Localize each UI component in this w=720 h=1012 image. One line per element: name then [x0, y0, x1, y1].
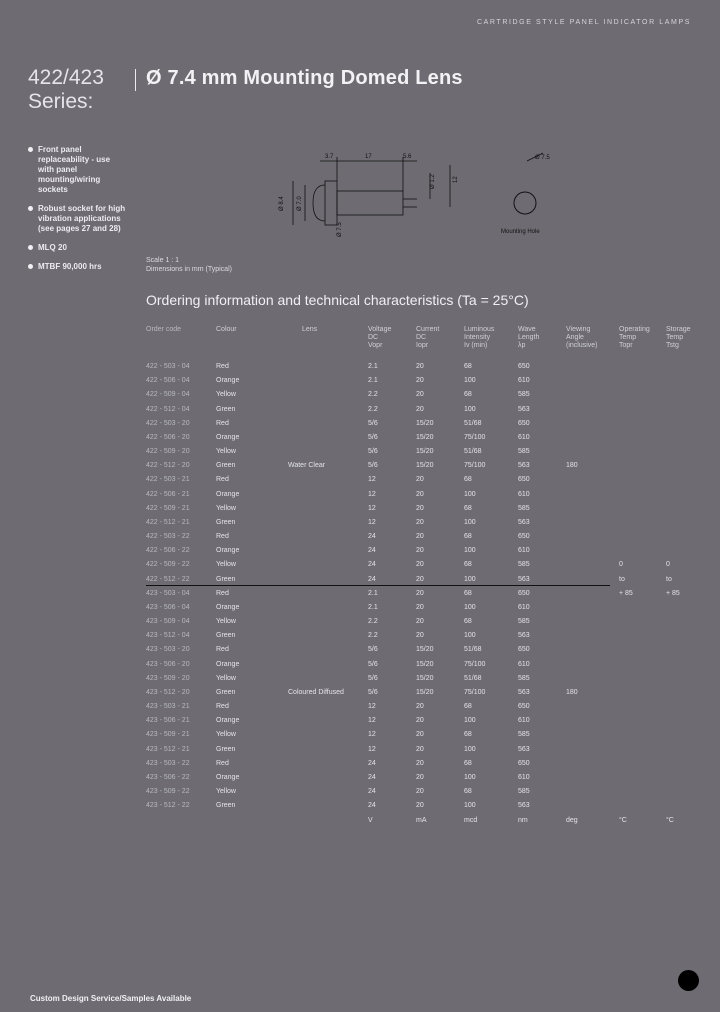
cell-lens: Coloured Diffused — [288, 688, 344, 696]
cell-v: 12 — [368, 703, 376, 711]
mounting-hole-label: Mounting Hole — [501, 229, 540, 235]
cell-code: 422 - 512 - 22 — [146, 575, 190, 583]
cell-colour: Yellow — [216, 674, 236, 682]
dim-label: Ø 7.5 — [337, 222, 343, 237]
cell-code: 423 - 506 - 04 — [146, 603, 190, 611]
table-row — [146, 658, 706, 672]
cell-v: 24 — [368, 802, 376, 810]
series-label — [28, 66, 104, 114]
table-row — [146, 601, 706, 615]
cell-v: 5/6 — [368, 660, 378, 668]
cell-wave: 563 — [518, 518, 530, 526]
table-row — [146, 615, 706, 629]
cell-wave: 585 — [518, 618, 530, 626]
cell-v: 2.2 — [368, 632, 378, 640]
cell-colour: Green — [216, 745, 236, 753]
cell-lum: 100 — [464, 773, 476, 781]
table-row — [146, 643, 706, 657]
cell-i: 20 — [416, 391, 424, 399]
cell-colour: Red — [216, 363, 229, 370]
cell-i: 20 — [416, 703, 424, 711]
col-header: Lens — [302, 326, 318, 333]
cell-angle: 180 — [566, 462, 578, 470]
cell-colour: Orange — [216, 433, 240, 441]
cell-colour: Red — [216, 419, 229, 427]
cell-i: 20 — [416, 363, 424, 370]
cell-i: 15/20 — [416, 660, 434, 668]
cell-i: 20 — [416, 731, 424, 739]
cell-colour: Yellow — [216, 391, 236, 399]
cell-i: 20 — [416, 717, 424, 725]
cell-colour: Red — [216, 476, 229, 484]
cell-code: 422 - 503 - 21 — [146, 476, 190, 484]
cell-code: 423 - 509 - 22 — [146, 788, 190, 796]
cell-i: 20 — [416, 632, 424, 640]
section-title: Ordering information and technical characteristics (Ta = 25°C) — [146, 292, 529, 308]
cell-i: 15/20 — [416, 419, 434, 427]
cell-wave: 650 — [518, 759, 530, 767]
cell-wave: 650 — [518, 646, 530, 654]
cell-lum: 68 — [464, 533, 472, 541]
cell-colour: Green — [216, 802, 236, 810]
col-header: Wave Length λp — [518, 326, 540, 349]
cell-v: 2.1 — [368, 589, 378, 597]
table-row — [146, 488, 706, 502]
table-row — [146, 473, 706, 487]
cell-wave: 563 — [518, 575, 530, 583]
cell-angle: 180 — [566, 688, 578, 696]
cell-i: 20 — [416, 547, 424, 555]
table-row — [146, 388, 706, 402]
cell-v: 24 — [368, 547, 376, 555]
col-header: Colour — [216, 326, 237, 333]
cell-v: 24 — [368, 533, 376, 541]
cell-i: 20 — [416, 603, 424, 611]
cell-lum: 100 — [464, 717, 476, 725]
cell-colour: Red — [216, 533, 229, 541]
cell-st: + 85 — [666, 589, 680, 597]
cell-colour: Green — [216, 405, 236, 413]
cell-i: 20 — [416, 589, 424, 597]
series-word: Series: — [28, 90, 94, 113]
cell-wave: 610 — [518, 547, 530, 555]
cell-lum: 51/68 — [464, 646, 482, 654]
cell-i: 20 — [416, 575, 424, 583]
cell-wave: 585 — [518, 788, 530, 796]
table-row — [146, 799, 706, 813]
cell-st: 0 — [666, 561, 670, 569]
dim-label: Ø 1.2 — [430, 174, 436, 189]
cell-v: 2.2 — [368, 405, 378, 413]
cell-i: 20 — [416, 533, 424, 541]
cell-code: 423 - 512 - 20 — [146, 688, 190, 696]
dim-label: 12 — [453, 176, 459, 183]
cell-v: 24 — [368, 561, 376, 569]
cell-lum: 100 — [464, 377, 476, 385]
table-row — [146, 417, 706, 431]
cell-lum: 51/68 — [464, 448, 482, 456]
cell-colour: Yellow — [216, 618, 236, 626]
cell-i: 15/20 — [416, 674, 434, 682]
cell-i: 20 — [416, 773, 424, 781]
cell-v: 5/6 — [368, 419, 378, 427]
cell-wave: 585 — [518, 731, 530, 739]
cell-code: 423 - 503 - 21 — [146, 703, 190, 711]
cell-lum: 100 — [464, 405, 476, 413]
table-row — [146, 757, 706, 771]
table-row — [146, 445, 706, 459]
cell-colour: Red — [216, 589, 229, 597]
cell-v: 5/6 — [368, 688, 378, 696]
cell-colour: Yellow — [216, 561, 236, 569]
cell-colour: Yellow — [216, 504, 236, 512]
feature-item: Robust socket for high vibration applications (see pages 27 and 28) — [28, 204, 128, 234]
cell-lum: 68 — [464, 504, 472, 512]
cell-i: 15/20 — [416, 646, 434, 654]
cell-lum: 68 — [464, 703, 472, 711]
cell-wave: 563 — [518, 462, 530, 470]
cell-code: 422 - 512 - 04 — [146, 405, 190, 413]
dim-label: Ø 8.4 — [279, 196, 285, 211]
col-header: Storage Temp Tstg — [666, 326, 691, 349]
cell-code: 422 - 512 - 20 — [146, 462, 190, 470]
cell-code: 423 - 506 - 21 — [146, 717, 190, 725]
cell-v: 2.2 — [368, 618, 378, 626]
cell-v: 12 — [368, 717, 376, 725]
series-separator — [146, 585, 610, 586]
cell-st: to — [666, 575, 672, 583]
table-row — [146, 459, 706, 473]
cell-v: 2.2 — [368, 391, 378, 399]
cell-wave: 585 — [518, 674, 530, 682]
cell-v: 5/6 — [368, 462, 378, 470]
cell-lum: 68 — [464, 391, 472, 399]
units-row: V mA mcd nm deg °C °C — [368, 816, 674, 824]
cell-lum: 100 — [464, 490, 476, 498]
cell-code: 423 - 503 - 20 — [146, 646, 190, 654]
cell-code: 423 - 503 - 22 — [146, 759, 190, 767]
cell-wave: 650 — [518, 703, 530, 711]
table-row — [146, 771, 706, 785]
table-row — [146, 714, 706, 728]
table-row — [146, 672, 706, 686]
feature-item: MLQ 20 — [28, 243, 128, 253]
cell-v: 5/6 — [368, 646, 378, 654]
dim-label: Ø 7.0 — [297, 196, 303, 211]
cell-colour: Green — [216, 462, 236, 470]
cell-colour: Green — [216, 518, 236, 526]
cell-v: 2.1 — [368, 377, 378, 385]
cell-i: 20 — [416, 504, 424, 512]
cell-i: 20 — [416, 802, 424, 810]
cell-colour: Green — [216, 575, 236, 583]
cell-colour: Red — [216, 759, 229, 767]
cell-i: 15/20 — [416, 448, 434, 456]
cell-code: 422 - 506 - 22 — [146, 547, 190, 555]
bullet-icon — [28, 147, 33, 152]
cell-v: 24 — [368, 759, 376, 767]
cell-wave: 563 — [518, 405, 530, 413]
cell-wave: 610 — [518, 490, 530, 498]
table-row — [146, 360, 706, 374]
table-row — [146, 700, 706, 714]
table-row — [146, 516, 706, 530]
feature-list — [28, 145, 128, 281]
cell-i: 20 — [416, 759, 424, 767]
cell-colour: Green — [216, 688, 236, 696]
cell-lens: Water Clear — [288, 462, 326, 470]
cell-colour: Yellow — [216, 448, 236, 456]
cell-v: 12 — [368, 731, 376, 739]
lamp-body-shape — [337, 191, 403, 215]
dim-label: 5.6 — [403, 154, 412, 160]
cell-wave: 563 — [518, 802, 530, 810]
cell-v: 24 — [368, 773, 376, 781]
col-header: Current DC Iopr — [416, 326, 440, 349]
cell-code: 423 - 512 - 22 — [146, 802, 190, 810]
cell-wave: 563 — [518, 745, 530, 753]
cell-wave: 585 — [518, 504, 530, 512]
cell-lum: 68 — [464, 731, 472, 739]
cell-colour: Orange — [216, 660, 240, 668]
feature-item: Front panel replaceability - use with panel mounting/wiring sockets — [28, 145, 128, 195]
cell-lum: 75/100 — [464, 433, 486, 441]
series-number: 422/423 — [28, 66, 104, 89]
cell-code: 423 - 509 - 20 — [146, 674, 190, 682]
cell-lum: 68 — [464, 363, 472, 370]
cell-lum: 68 — [464, 589, 472, 597]
cell-wave: 650 — [518, 589, 530, 597]
table-row — [146, 502, 706, 516]
cell-colour: Orange — [216, 377, 240, 385]
bullet-icon — [28, 264, 33, 269]
cell-wave: 610 — [518, 660, 530, 668]
cell-code: 422 - 509 - 21 — [146, 504, 190, 512]
cell-wave: 650 — [518, 476, 530, 484]
bullet-icon — [28, 206, 33, 211]
col-header: Viewing Angle (inclusive) — [566, 326, 598, 349]
cell-lum: 51/68 — [464, 674, 482, 682]
cell-wave: 563 — [518, 688, 530, 696]
cell-colour: Red — [216, 646, 229, 654]
table-row — [146, 544, 706, 558]
table-row — [146, 587, 706, 601]
cell-code: 422 - 503 - 04 — [146, 363, 190, 370]
cell-colour: Orange — [216, 717, 240, 725]
cell-lum: 68 — [464, 476, 472, 484]
cell-colour: Yellow — [216, 788, 236, 796]
cell-code: 423 - 506 - 22 — [146, 773, 190, 781]
table-row — [146, 785, 706, 799]
cell-code: 422 - 509 - 22 — [146, 561, 190, 569]
cell-v: 5/6 — [368, 448, 378, 456]
table-row — [146, 403, 706, 417]
cell-wave: 585 — [518, 391, 530, 399]
cell-lum: 100 — [464, 745, 476, 753]
cell-wave: 610 — [518, 603, 530, 611]
table-row — [146, 558, 706, 572]
bullet-icon — [28, 245, 33, 250]
cell-i: 20 — [416, 405, 424, 413]
cell-wave: 610 — [518, 377, 530, 385]
cell-code: 422 - 506 - 21 — [146, 490, 190, 498]
cell-i: 20 — [416, 618, 424, 626]
cell-i: 15/20 — [416, 433, 434, 441]
table-header — [146, 326, 706, 360]
cell-v: 2.1 — [368, 363, 378, 370]
cell-v: 12 — [368, 476, 376, 484]
cell-v: 24 — [368, 575, 376, 583]
cell-wave: 610 — [518, 433, 530, 441]
cell-lum: 100 — [464, 575, 476, 583]
table-body — [146, 360, 706, 814]
cell-v: 24 — [368, 788, 376, 796]
page-marker-dot — [678, 970, 699, 991]
cell-code: 423 - 503 - 04 — [146, 589, 190, 597]
cell-lum: 75/100 — [464, 462, 486, 470]
cell-lum: 100 — [464, 802, 476, 810]
cell-code: 422 - 509 - 20 — [146, 448, 190, 456]
dim-label: Ø 7.5 — [535, 155, 550, 161]
cell-lum: 100 — [464, 603, 476, 611]
cell-lum: 68 — [464, 561, 472, 569]
cell-colour: Red — [216, 703, 229, 711]
cell-wave: 610 — [518, 773, 530, 781]
cell-code: 423 - 512 - 04 — [146, 632, 190, 640]
table-row — [146, 743, 706, 757]
col-header: Voltage DC Vopr — [368, 326, 392, 349]
cell-wave: 650 — [518, 533, 530, 541]
cell-v: 12 — [368, 518, 376, 526]
cell-code: 423 - 509 - 21 — [146, 731, 190, 739]
cell-wave: 563 — [518, 632, 530, 640]
cell-code: 423 - 509 - 04 — [146, 618, 190, 626]
col-header: Order code — [146, 326, 182, 333]
cell-v: 12 — [368, 745, 376, 753]
col-header: Operating Temp Topr — [619, 326, 650, 349]
cell-lum: 100 — [464, 518, 476, 526]
cell-i: 20 — [416, 788, 424, 796]
cell-i: 15/20 — [416, 688, 434, 696]
cell-v: 12 — [368, 504, 376, 512]
mounting-hole-shape — [514, 192, 536, 214]
col-header: Luminous Intensity Iv (min) — [464, 326, 495, 349]
feature-item: MTBF 90,000 hrs — [28, 262, 128, 272]
cell-colour: Orange — [216, 773, 240, 781]
page-header: CARTRIDGE STYLE PANEL INDICATOR LAMPS — [476, 19, 691, 26]
cell-wave: 650 — [518, 363, 530, 370]
cell-lum: 75/100 — [464, 660, 486, 668]
cell-i: 20 — [416, 476, 424, 484]
cell-lum: 100 — [464, 547, 476, 555]
cell-code: 422 - 506 - 20 — [146, 433, 190, 441]
table-row — [146, 629, 706, 643]
cell-i: 20 — [416, 518, 424, 526]
cell-wave: 610 — [518, 717, 530, 725]
cell-lum: 75/100 — [464, 688, 486, 696]
cell-wave: 650 — [518, 419, 530, 427]
table-row — [146, 686, 706, 700]
cell-lum: 68 — [464, 788, 472, 796]
cell-colour: Orange — [216, 603, 240, 611]
cell-lum: 68 — [464, 759, 472, 767]
title-divider — [135, 69, 136, 91]
cell-v: 2.1 — [368, 603, 378, 611]
cell-v: 5/6 — [368, 433, 378, 441]
table-row — [146, 431, 706, 445]
cell-lum: 51/68 — [464, 419, 482, 427]
cell-i: 20 — [416, 490, 424, 498]
cell-op: to — [619, 575, 625, 583]
cell-code: 422 - 512 - 21 — [146, 518, 190, 526]
cell-i: 20 — [416, 377, 424, 385]
cell-op: + 85 — [619, 589, 633, 597]
cell-v: 5/6 — [368, 674, 378, 682]
dim-label: 3.7 — [325, 154, 334, 160]
scale-note: Scale 1 : 1 Dimensions in mm (Typical) — [146, 257, 232, 273]
lens-dome-shape — [313, 185, 325, 221]
cell-code: 422 - 509 - 04 — [146, 391, 190, 399]
cell-op: 0 — [619, 561, 623, 569]
cell-code: 422 - 503 - 20 — [146, 419, 190, 427]
cell-i: 20 — [416, 561, 424, 569]
page-title: Ø 7.4 mm Mounting Domed Lens — [146, 67, 463, 89]
cell-colour: Green — [216, 632, 236, 640]
cell-code: 422 - 503 - 22 — [146, 533, 190, 541]
cell-i: 15/20 — [416, 462, 434, 470]
cell-colour: Orange — [216, 490, 240, 498]
cell-code: 423 - 512 - 21 — [146, 745, 190, 753]
cell-colour: Orange — [216, 547, 240, 555]
table-row — [146, 374, 706, 388]
cell-wave: 585 — [518, 448, 530, 456]
cell-i: 20 — [416, 745, 424, 753]
dimension-drawing — [265, 143, 575, 243]
lamp-flange-shape — [325, 181, 337, 225]
dim-label: 17 — [365, 154, 372, 160]
cell-colour: Yellow — [216, 731, 236, 739]
cell-lum: 68 — [464, 618, 472, 626]
spec-table — [146, 326, 706, 828]
cell-code: 422 - 506 - 04 — [146, 377, 190, 385]
footer-note: Custom Design Service/Samples Available — [30, 994, 192, 1003]
table-row — [146, 728, 706, 742]
cell-lum: 100 — [464, 632, 476, 640]
table-row — [146, 530, 706, 544]
cell-code: 423 - 506 - 20 — [146, 660, 190, 668]
cell-wave: 585 — [518, 561, 530, 569]
cell-v: 12 — [368, 490, 376, 498]
